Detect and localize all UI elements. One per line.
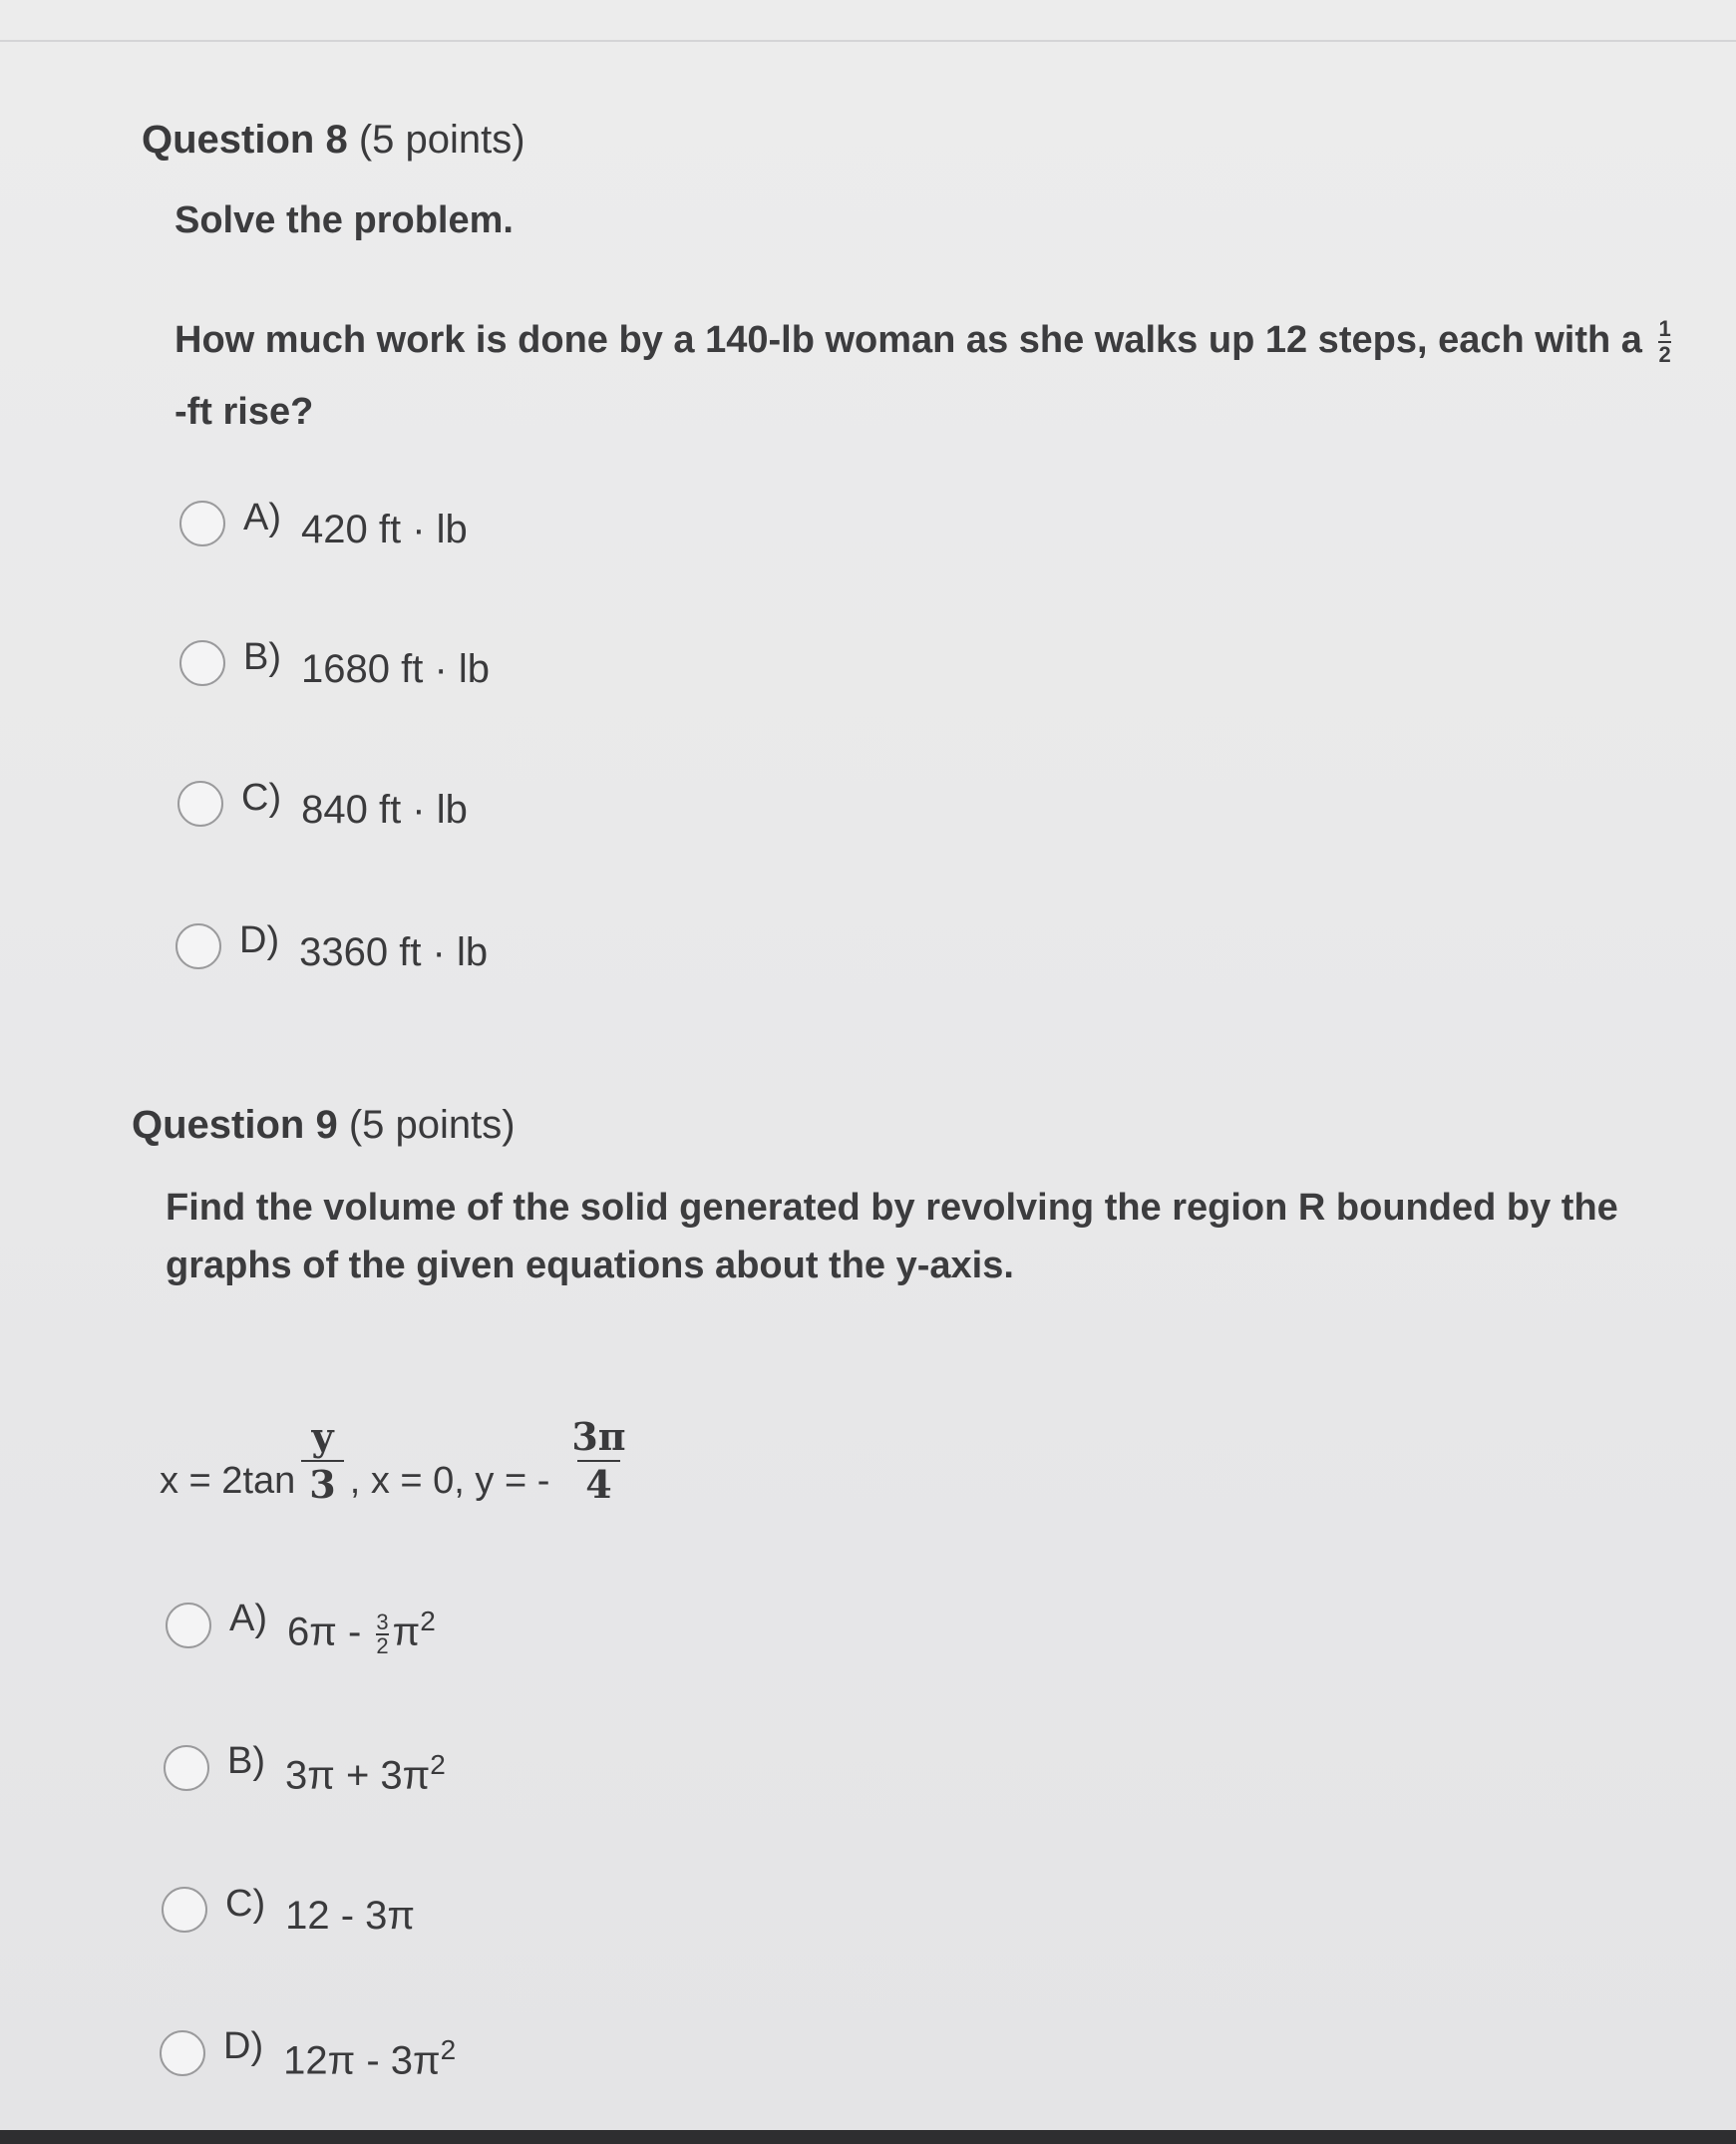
radio-button[interactable] [160, 2030, 205, 2076]
option-value [285, 1894, 415, 1939]
option-value [285, 1749, 446, 1798]
question-8-option-c[interactable] [177, 776, 468, 832]
option-value-part: 12 - 3π [285, 1893, 415, 1938]
option-fraction [376, 1608, 389, 1658]
fraction-denominator: 3 [301, 1460, 343, 1508]
option-letter: D) [239, 918, 280, 961]
prompt-fraction [1658, 317, 1670, 367]
question-8-option-a[interactable] [179, 496, 468, 551]
question-9-option-c[interactable] [162, 1882, 415, 1938]
question-9-prompt-line1: Find the volume of the solid generated by revolving the region R bounded by the [166, 1187, 1618, 1229]
question-8-header [142, 118, 525, 163]
question-8-prompt-line1 [174, 317, 1671, 367]
option-value [287, 1606, 436, 1657]
question-8-prompt-line2: -ft rise? [174, 391, 314, 433]
radio-button[interactable] [177, 781, 223, 827]
exponent: 2 [440, 2034, 457, 2065]
option-value-part: 6π - [287, 1609, 362, 1654]
question-number: Question 8 [142, 118, 348, 162]
option-letter: A) [243, 496, 281, 538]
question-8-option-b[interactable] [179, 635, 491, 691]
question-9-option-d[interactable] [160, 2025, 457, 2083]
question-points: (5 points) [358, 118, 525, 162]
exponent: 2 [430, 1749, 446, 1780]
option-letter: A) [229, 1598, 267, 1640]
prompt-text: How much work is done by a 140-lb woman as she walks up 12 steps, each with a [174, 319, 1642, 362]
option-letter: B) [227, 1740, 265, 1783]
question-9-option-b[interactable] [164, 1740, 446, 1798]
option-value-part: 3π + 3π [285, 1753, 431, 1798]
fraction-numerator: 1 [1658, 316, 1671, 341]
option-letter: B) [243, 635, 281, 678]
option-letter: C) [225, 1882, 266, 1925]
fraction-numerator: 3π [571, 1414, 626, 1459]
radio-button[interactable] [166, 1603, 211, 1648]
question-points: (5 points) [348, 1103, 516, 1147]
radio-button[interactable] [164, 1745, 209, 1791]
exponent: 2 [420, 1606, 436, 1636]
question-number: Question 9 [132, 1103, 338, 1147]
fraction-numerator: 3 [376, 1608, 389, 1634]
option-value: 1680 ft · lb [301, 646, 491, 691]
radio-button[interactable] [162, 1887, 207, 1933]
question-9-option-a[interactable] [166, 1598, 436, 1658]
option-value: 840 ft · lb [301, 787, 468, 832]
question-8-option-d[interactable] [175, 918, 489, 974]
option-letter: D) [223, 2025, 264, 2068]
fraction-denominator: 2 [376, 1632, 389, 1658]
radio-button[interactable] [179, 501, 225, 546]
option-letter: C) [241, 776, 282, 819]
top-divider [0, 40, 1736, 42]
option-value-part: 12π - 3π [283, 2038, 441, 2083]
equation-part: x = 2tan [160, 1459, 296, 1502]
fraction-numerator: y [311, 1414, 334, 1459]
option-value: 420 ft · lb [301, 507, 468, 551]
question-9-equation [160, 1414, 640, 1508]
option-value [283, 2034, 456, 2083]
question-9-header [132, 1103, 516, 1148]
option-value: 3360 ft · lb [299, 929, 489, 974]
option-value-part: π [392, 1609, 421, 1654]
equation-part: , x = 0, y = - [349, 1459, 550, 1502]
radio-button[interactable] [179, 640, 225, 686]
equation-fraction [301, 1414, 343, 1508]
question-8-instruction: Solve the problem. [174, 199, 514, 241]
fraction-denominator: 2 [1658, 342, 1671, 367]
bottom-edge-bar [0, 2130, 1736, 2144]
fraction-denominator: 4 [577, 1460, 619, 1508]
equation-fraction [563, 1414, 633, 1508]
radio-button[interactable] [175, 923, 221, 969]
question-9-prompt-line2: graphs of the given equations about the y-axis. [166, 1245, 1014, 1286]
